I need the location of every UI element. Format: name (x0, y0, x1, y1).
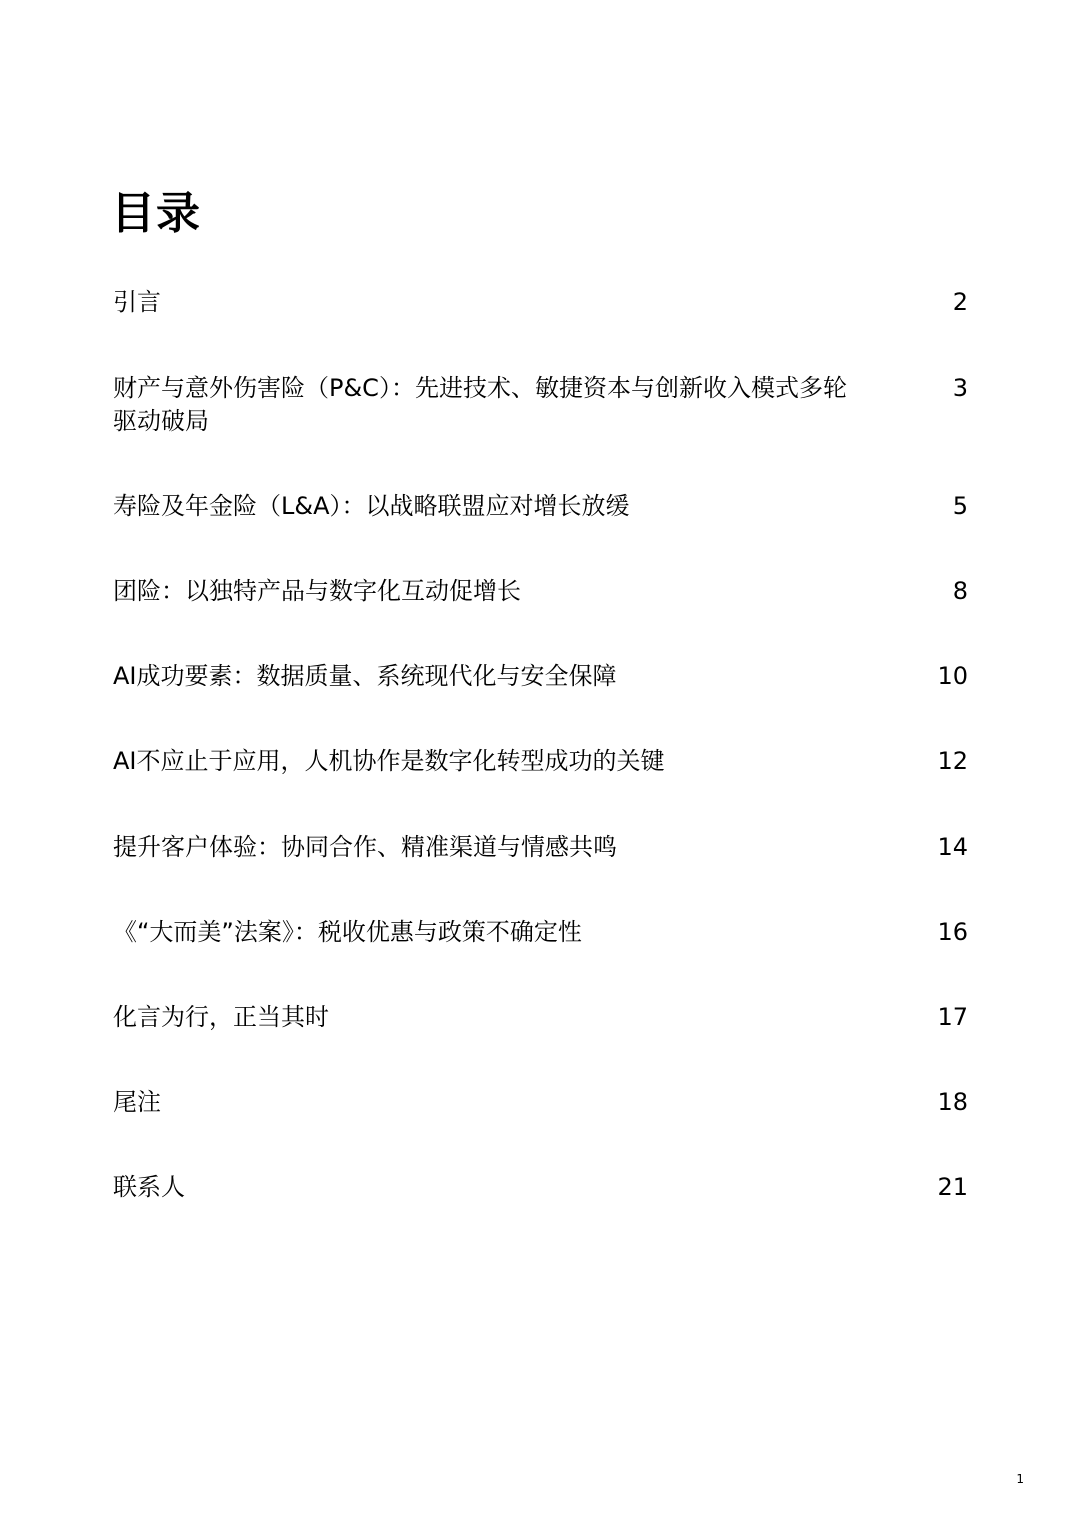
toc-entry-page: 21 (937, 1173, 968, 1201)
toc-entry-big-beautiful-bill[interactable] (113, 916, 968, 949)
toc-entry-endnotes[interactable] (113, 1086, 968, 1119)
toc-entry-label: 引言 (113, 288, 161, 316)
toc-entry-page: 16 (937, 918, 968, 946)
toc-entry-page: 3 (952, 374, 968, 402)
toc-entry-p-and-c[interactable] (113, 372, 968, 438)
toc-entry-label: 《“大而美”法案》：税收优惠与政策不确定性 (113, 918, 582, 946)
toc-entry-page: 18 (937, 1088, 968, 1116)
toc-entry-label: 团险：以独特产品与数字化互动促增长 (113, 577, 521, 605)
page-title: 目录 (111, 188, 201, 239)
toc-entry-label: 联系人 (113, 1173, 185, 1201)
toc-entry-label: 财产与意外伤害险（P&C）：先进技术、敏捷资本与创新收入模式多轮驱动破局 (113, 374, 847, 435)
toc-entry-label: 尾注 (113, 1088, 161, 1116)
toc-entry-introduction[interactable] (113, 286, 968, 319)
page-number: 1 (1016, 1472, 1024, 1486)
toc-entry-page: 14 (937, 833, 968, 861)
toc-entry-label: AI不应止于应用，人机协作是数字化转型成功的关键 (113, 747, 665, 775)
toc-entry-contacts[interactable] (113, 1171, 968, 1204)
toc-entry-page: 12 (937, 747, 968, 775)
toc-entry-ai-success-factors[interactable] (113, 660, 968, 693)
toc-entry-page: 2 (952, 288, 968, 316)
toc-entry-page: 17 (937, 1003, 968, 1031)
toc-entry-page: 10 (937, 662, 968, 690)
toc-entry-take-action[interactable] (113, 1001, 968, 1034)
toc-entry-ai-human-collaboration[interactable] (113, 745, 968, 778)
toc-entry-page: 5 (952, 492, 968, 520)
toc-entry-label: 提升客户体验：协同合作、精准渠道与情感共鸣 (113, 833, 617, 861)
toc-entry-label: 化言为行，正当其时 (113, 1003, 329, 1031)
toc-entry-l-and-a[interactable] (113, 490, 968, 523)
toc-entry-group-insurance[interactable] (113, 575, 968, 608)
toc-entry-label: 寿险及年金险（L&A）：以战略联盟应对增长放缓 (113, 492, 630, 520)
toc-entry-label: AI成功要素：数据质量、系统现代化与安全保障 (113, 662, 617, 690)
toc-entry-page: 8 (952, 577, 968, 605)
toc-entry-customer-experience[interactable] (113, 831, 968, 864)
